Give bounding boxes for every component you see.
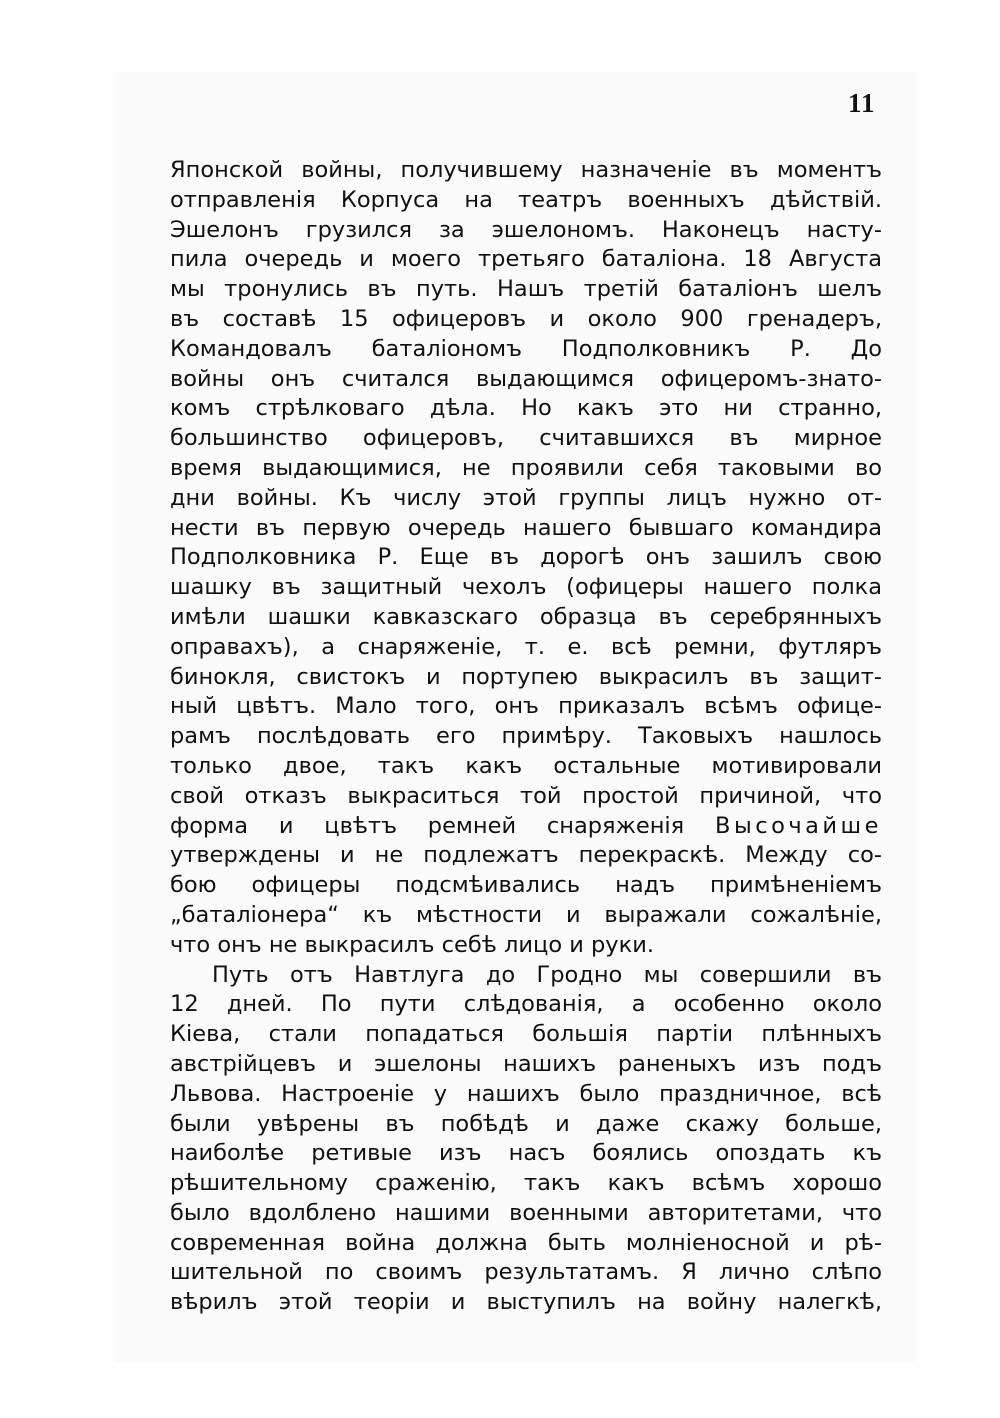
text-line: большинство офицеровъ, считавшихся въ мирное <box>170 425 882 452</box>
text-line: наиболѣе ретивые изъ насъ боялись опоздать къ <box>170 1140 882 1167</box>
text-line: современная война должна быть молніеносной и рѣ- <box>170 1229 882 1256</box>
text-line: бинокля, свистокъ и портупею выкрасилъ въ защит- <box>170 663 882 690</box>
text-line: дни войны. Къ числу этой группы лицъ нужно от- <box>170 484 882 511</box>
text-line: бою офицеры подсмѣивались надъ примѣненіемъ <box>170 872 882 899</box>
text-line: австрійцевъ и эшелоны нашихъ раненыхъ изъ подъ <box>170 1050 882 1077</box>
text-line-with-spaced-word <box>170 812 882 842</box>
text-fragment: форма и цвѣтъ ремней снаряженія <box>170 812 716 839</box>
text-line: Кіева, стали попадаться большія партіи плѣнныхъ <box>170 1021 882 1048</box>
text-line: время выдающимися, не проявили себя таковыми во <box>170 454 882 481</box>
text-line: утверждены и не подлежатъ перекраскѣ. Между со- <box>170 842 882 869</box>
text-line: мы тронулись въ путь. Нашъ третій баталіонъ шелъ <box>170 276 882 303</box>
body-text <box>170 156 882 1318</box>
text-line: оправахъ), а снаряженіе, т. е. всѣ ремни, футляръ <box>170 633 882 660</box>
text-line: войны онъ считался выдающимся офицеромъ-знато- <box>170 365 882 392</box>
text-line: имѣли шашки кавказскаго образца въ серебрянныхъ <box>170 603 882 630</box>
text-line: ный цвѣтъ. Мало того, онъ приказалъ всѣмъ офице- <box>170 693 882 720</box>
text-line: отправленія Корпуса на театръ военныхъ дѣйствій. <box>170 186 882 213</box>
page-number: 11 <box>848 88 876 118</box>
text-line: рамъ послѣдовать его примѣру. Таковыхъ нашлось <box>170 723 882 750</box>
text-line: Львова. Настроеніе у нашихъ было праздничное, всѣ <box>170 1080 882 1107</box>
text-line: только двое, такъ какъ остальные мотивировали <box>170 752 882 779</box>
text-line: Японской войны, получившему назначеніе въ моментъ <box>170 157 882 183</box>
text-line: Подполковника Р. Еще въ дорогѣ онъ зашилъ свою <box>170 544 882 571</box>
text-line: Эшелонъ грузился за эшелономъ. Наконецъ насту- <box>170 216 882 243</box>
paragraph-first-line: Путь отъ Навтлуга до Гродно мы совершили въ <box>212 961 882 988</box>
text-line: шительной по своимъ результатамъ. Я лично слѣпо <box>170 1259 882 1286</box>
text-line: шашку въ защитный чехолъ (офицеры нашего полка <box>170 574 882 601</box>
paragraph-last-line: что онъ не выкрасилъ себѣ лицо и руки. <box>170 931 654 958</box>
text-line: было вдолблено нашими военными авторитетами, что <box>170 1199 882 1226</box>
text-line: 12 дней. По пути слѣдованія, а особенно около <box>170 991 882 1018</box>
text-line: рѣшительному сраженію, такъ какъ всѣмъ хорошо <box>170 1170 882 1197</box>
text-line: вѣрилъ этой теоріи и выступилъ на войну налегкѣ, <box>170 1289 882 1316</box>
text-line: Командовалъ баталіономъ Подполковникъ Р. До <box>170 335 882 362</box>
text-line: „баталіонера“ къ мѣстности и выражали сожалѣніе, <box>170 901 882 928</box>
text-line: комъ стрѣлковаго дѣла. Но какъ это ни странно, <box>170 395 882 422</box>
text-line: нести въ первую очередь нашего бывшаго командира <box>170 514 882 541</box>
text-line: свой отказъ выкраситься той простой причиной, что <box>170 782 882 809</box>
spaced-word: Высочайше <box>715 812 882 839</box>
text-line: были увѣрены въ побѣдѣ и даже скажу больше, <box>170 1110 882 1137</box>
text-line: пила очередь и моего третьяго баталіона. 18 Августа <box>170 246 882 273</box>
text-line: въ составѣ 15 офицеровъ и около 900 гренадеръ, <box>170 305 882 332</box>
